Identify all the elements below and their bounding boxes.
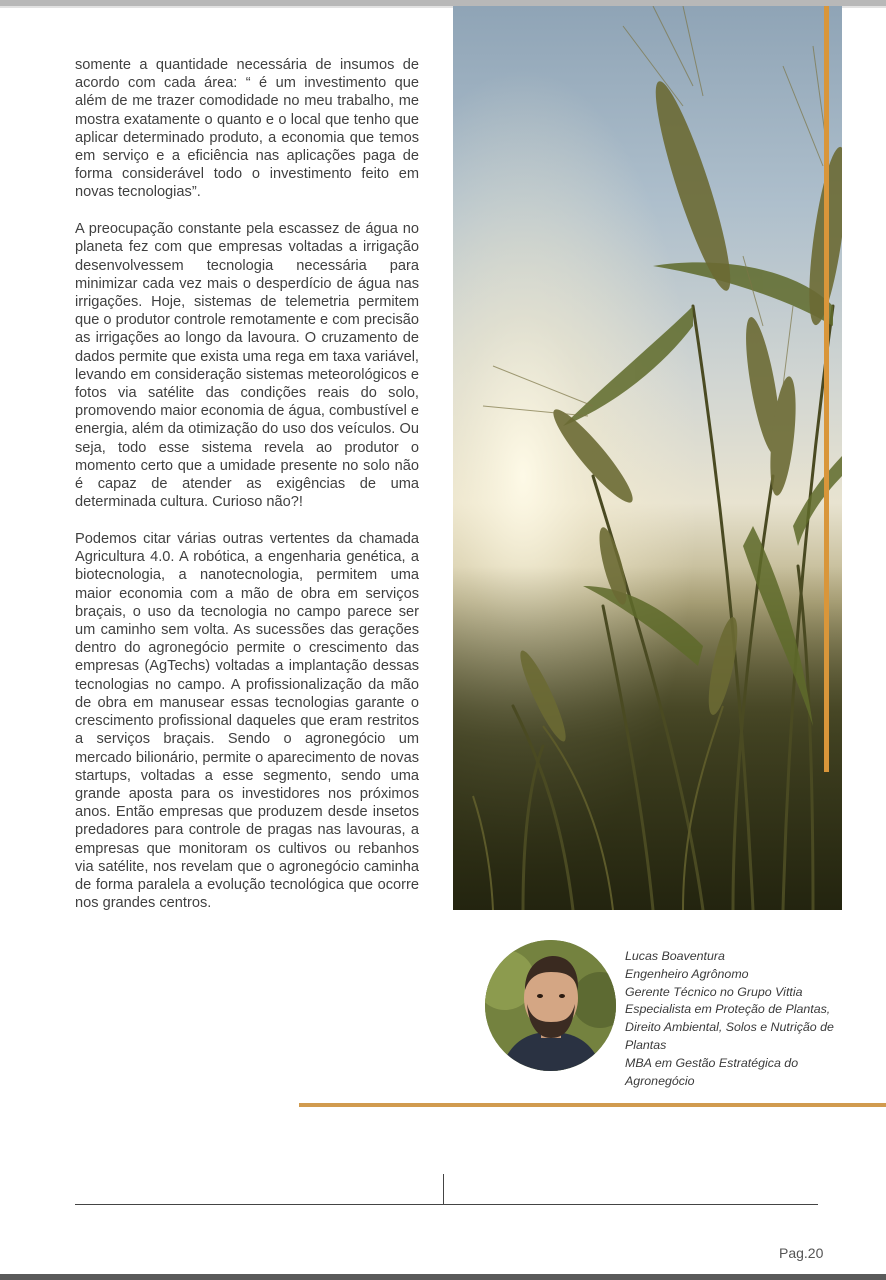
page-number: Pag.20 bbox=[779, 1245, 824, 1261]
footer-rule bbox=[75, 1204, 818, 1205]
author-bio bbox=[625, 948, 865, 1090]
footer-tick bbox=[443, 1174, 444, 1205]
article-body bbox=[75, 56, 419, 931]
article-paragraph-2: A preocupação constante pela escassez de água no planeta fez com que empresas voltadas a irrigação desenvolvessem tecnologia necessária para minimizar cada vez mais o desperdício de água nas irrigações. Hoje, sistemas de telemetria permitem que o produtor controle remotamente e com precisão as irrigações ao longo da lavoura. O cruzamento de dados permite que exista uma rega em taxa variável, levando em consideração sistemas meteorológicos e fotos via satélite das condições reais do solo, promovendo maior economia de água, combustível e energia, além da otimização do uso dos veículos. Ou seja, todo esse sistema revela ao produtor o momento certo que a umidade presente no solo não é capaz de atender as exigências de uma determinada cultura. Curioso não?! bbox=[75, 221, 419, 511]
article-paragraph-3: Podemos citar várias outras vertentes da chamada Agricultura 4.0. A robótica, a engenharia genética, a biotecnologia, a nanotecnologia, permitem uma maior economia com a mão de obra em serviços braçais, o uso da tecnologia no campo parece ser um caminho sem volta. As sucessões das gerações dentro do agronegócio permite o crescimento das empresas (AgTechs) voltadas a implantação dessas tecnologias no campo. A profissionalização da mão de obra em manusear essas tecnologias garante o crescimento profissional daqueles que eram restritos a serviços braçais. Sendo o agronegócio um mercado bilionário, permite o aparecimento de novas startups, voltadas a esse segmento, sendo uma grande aposta para os investidores nos próximos anos. Então empresas que produzem desde insetos predadores para controle de pragas nas lavouras, a empresas que monitoram os cultivos ou rebanhos via satélite, nos revelam que o agronegócio caminha de forma paralela a evolução tecnológica que ocorre nos grandes centros. bbox=[75, 531, 419, 912]
accent-bar bbox=[824, 6, 829, 772]
author-line-1: Engenheiro Agrônomo bbox=[625, 966, 749, 981]
wheat-illustration bbox=[453, 6, 842, 910]
section-divider bbox=[299, 1103, 886, 1107]
author-portrait-icon bbox=[485, 940, 616, 1071]
wheat-field-photo bbox=[453, 6, 842, 910]
author-line-4: MBA em Gestão Estratégica do Agronegócio bbox=[625, 1055, 799, 1088]
bottom-border bbox=[0, 1274, 886, 1280]
author-line-2: Gerente Técnico no Grupo Vittia bbox=[625, 984, 803, 999]
article-paragraph-1: somente a quantidade necessária de insumos de acordo com cada área: “ é um investimento que além de me trazer comodidade no meu trabalho, me mostra exatamente o quanto e o local que tenho que aplicar determinado produto, a economia que temos em serviço e a eficiência nas aplicações paga de forma considerável todo o investimento feito em novas tecnologias”. bbox=[75, 57, 419, 201]
author-line-3: Especialista em Proteção de Plantas, Direito Ambiental, Solos e Nutrição de Plantas bbox=[625, 1002, 834, 1052]
author-name: Lucas Boaventura bbox=[625, 949, 725, 963]
author-avatar bbox=[485, 940, 616, 1071]
